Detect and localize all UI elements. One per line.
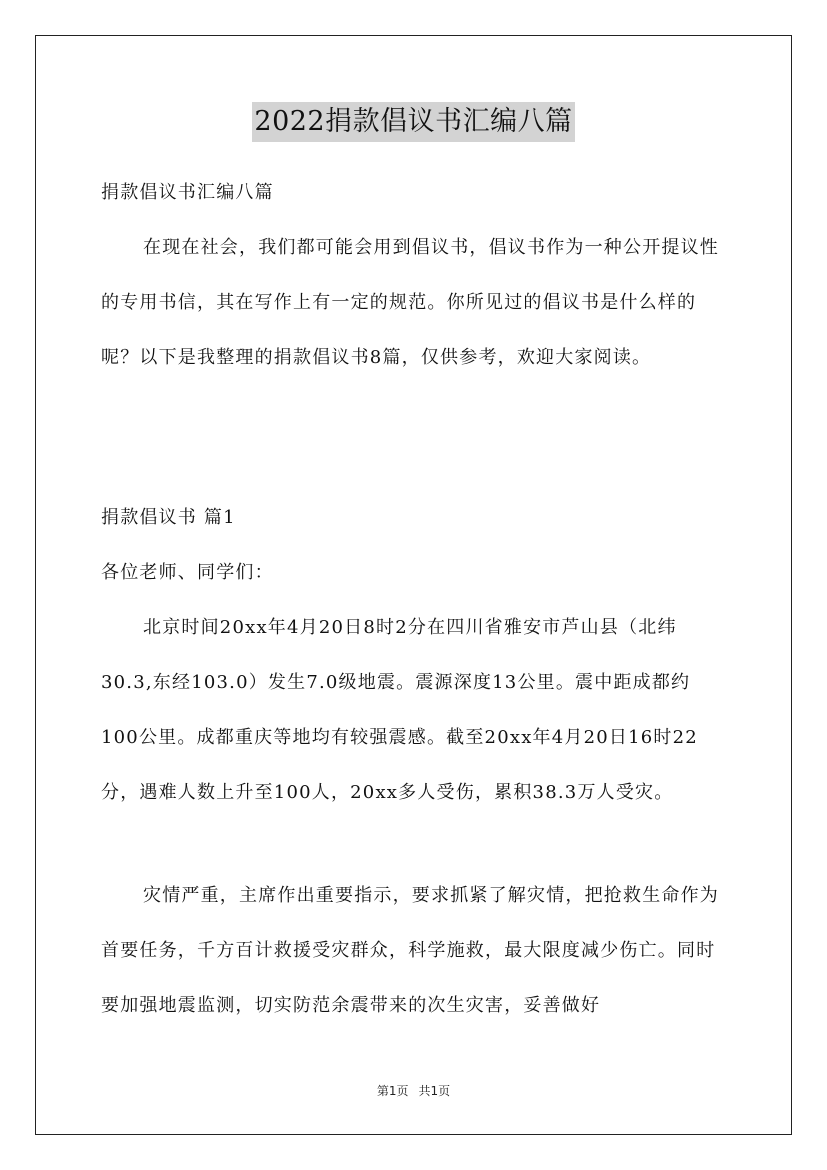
title-container xyxy=(0,102,827,142)
intro-paragraph: 在现在社会，我们都可能会用到倡议书，倡议书作为一种公开提议性的专用书信，其在写作上有一定的规范。你所见过的倡议书是什么样的呢？以下是我整理的捐款倡议书8篇，仅供参考，欢迎大家阅读。 xyxy=(101,237,719,368)
disaster-paragraph: 灾情严重，主席作出重要指示，要求抓紧了解灾情，把抢救生命作为首要任务，千方百计救援受灾群众，科学施救，最大限度减少伤亡。同时要加强地震监测，切实防范余震带来的次生灾害，妥善做好 xyxy=(101,885,719,1016)
page-footer xyxy=(0,1082,827,1099)
salutation: 各位老师、同学们： xyxy=(101,562,274,583)
page-number: 第1页 xyxy=(376,1084,409,1098)
section-heading: 捐款倡议书 篇1 xyxy=(101,507,236,528)
document-subtitle: 捐款倡议书汇编八篇 xyxy=(101,182,274,203)
page-total: 共1页 xyxy=(418,1084,451,1098)
earthquake-paragraph: 北京时间20xx年4月20日8时2分在四川省雅安市芦山县（北纬30.3,东经103.0）发生7.0级地震。震源深度13公里。震中距成都约100公里。成都重庆等地均有较强震感。截至20xx年4月20日16时22分，遇难人数上升至100人，20xx多人受伤，累积38.3万人受灾。 xyxy=(101,617,698,803)
document-title: 2022捐款倡议书汇编八篇 xyxy=(252,102,574,142)
